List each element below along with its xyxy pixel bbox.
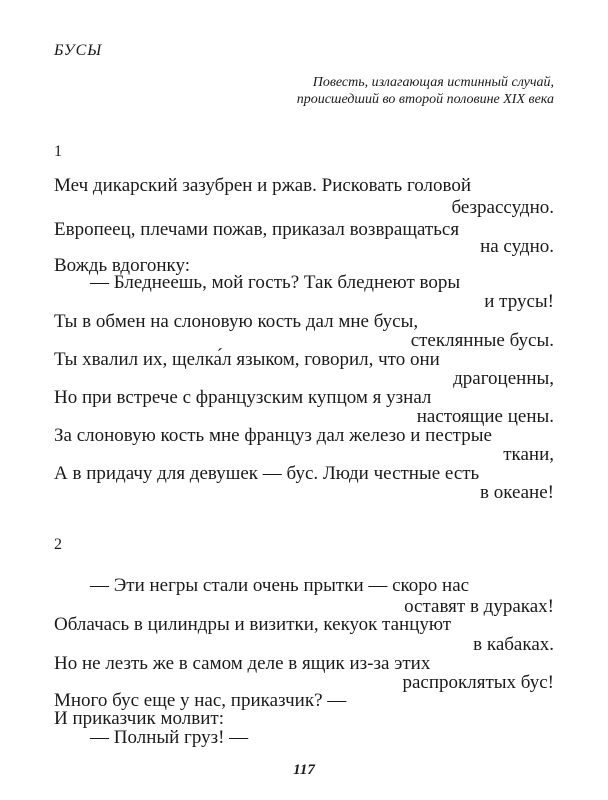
section-number: 2 bbox=[54, 536, 62, 553]
verse-line: — Полный груз! — bbox=[90, 727, 249, 748]
verse-line: драгоценны, bbox=[453, 368, 554, 389]
verse-line: Облачась в цилиндры и визитки, кекуок танцуют bbox=[54, 614, 452, 635]
verse-line: настоящие цены. bbox=[416, 406, 554, 427]
verse-line: — Бледнеешь, мой гость? Так бледнеют воры bbox=[90, 272, 461, 293]
section-number: 1 bbox=[54, 143, 62, 160]
verse-line: Европеец, плечами пожав, приказал возвращаться bbox=[54, 219, 460, 240]
verse-line: и трусы! bbox=[484, 291, 554, 312]
verse-line: Ты хвалил их, щелка́л языком, говорил, что они bbox=[54, 349, 440, 370]
verse-line: Но при встрече с французским купцом я узнал bbox=[54, 387, 432, 408]
page-number: 117 bbox=[293, 762, 315, 778]
verse-line: За слоновую кость мне француз дал железо и пестрые bbox=[54, 425, 492, 446]
verse-line: в океане! bbox=[479, 482, 554, 503]
verse-line: А в придачу для девушек — бус. Люди честные есть bbox=[54, 463, 480, 484]
epigraph-line: происшедший во второй половине XIX века bbox=[296, 92, 554, 107]
epigraph bbox=[134, 74, 554, 108]
verse-line: на судно. bbox=[480, 236, 554, 257]
verse-line: Много бус еще у нас, приказчик? — bbox=[54, 690, 347, 711]
epigraph-line: Повесть, излагающая истинный случай, bbox=[312, 75, 554, 90]
verse-line: ткани, bbox=[503, 444, 554, 465]
verse-line: распроклятых бус! bbox=[402, 672, 554, 693]
verse-line: в кабаках. bbox=[473, 634, 554, 655]
verse-line: стеклянные бусы. bbox=[410, 330, 554, 351]
verse-line: Ты в обмен на слоновую кость дал мне бусы, bbox=[54, 311, 419, 332]
verse-line: И приказчик молвит: bbox=[54, 708, 224, 729]
verse-line: Меч дикарский зазубрен и ржав. Рисковать головой bbox=[54, 175, 472, 196]
verse-line: Вождь вдогонку: bbox=[54, 255, 191, 276]
verse-line: Но не лезть же в самом деле в ящик из-за этих bbox=[54, 653, 431, 674]
verse-line: оставят в дураках! bbox=[404, 596, 554, 617]
verse-line: безрассудно. bbox=[451, 197, 554, 218]
poem-title: БУСЫ bbox=[54, 42, 103, 59]
verse-line: — Эти негры стали очень прытки — скоро нас bbox=[90, 575, 470, 596]
